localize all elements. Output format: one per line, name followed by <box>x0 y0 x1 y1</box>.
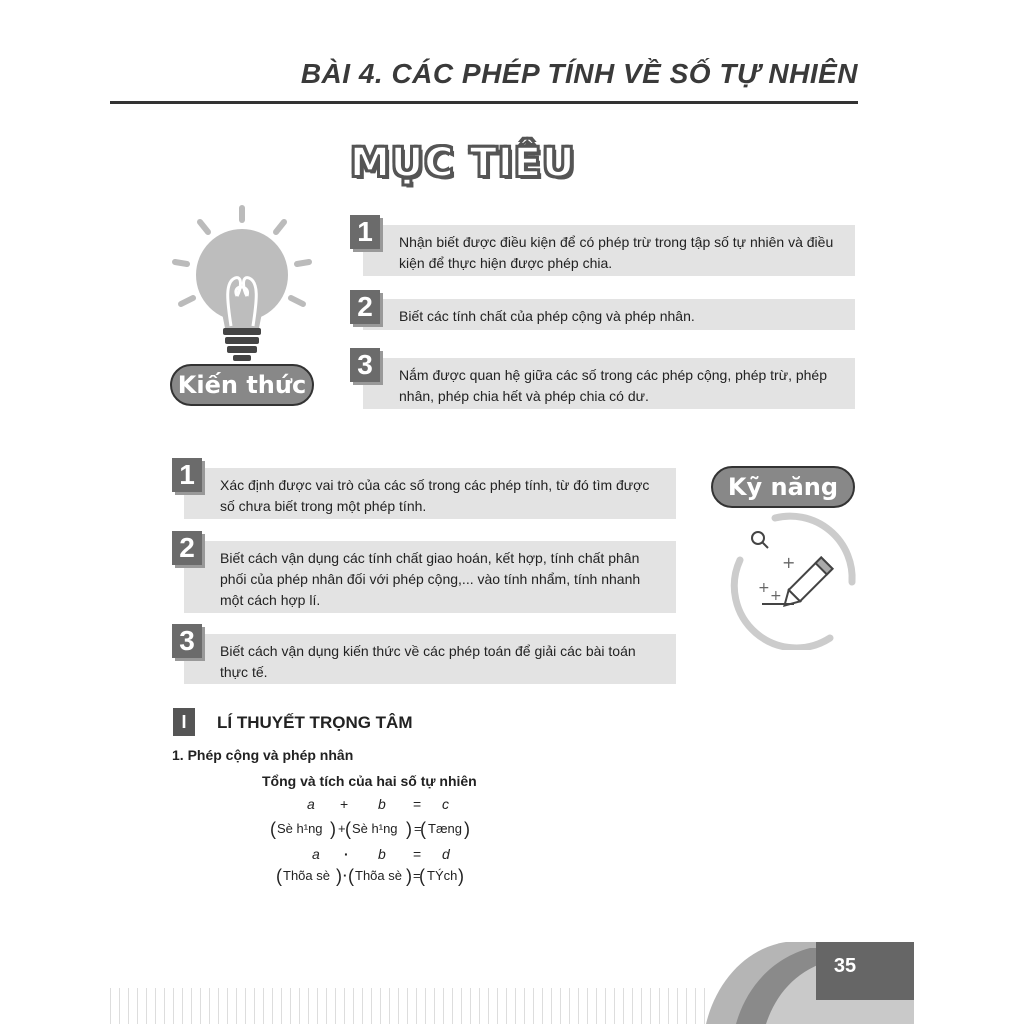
paren: ) <box>406 866 412 886</box>
svg-text:+: + <box>782 553 796 572</box>
paren: ) <box>336 866 342 886</box>
add-op: + <box>340 796 349 812</box>
skill-number-1: 1 <box>172 458 202 492</box>
paren: ) <box>458 866 464 886</box>
footer-lines <box>110 988 710 1024</box>
chapter-title: BÀI 4. CÁC PHÉP TÍNH VỀ SỐ TỰ NHIÊN <box>300 58 858 89</box>
section-number: I <box>173 708 195 736</box>
paren: ) <box>330 819 336 839</box>
add-label-3: Tæng <box>428 821 462 836</box>
paren: ( <box>270 819 276 839</box>
paren: ( <box>276 866 282 886</box>
formula-title: Tổng và tích của hai số tự nhiên <box>262 773 477 789</box>
add-eq: = <box>413 796 422 812</box>
knowledge-item-1: Nhận biết được điều kiện để có phép trừ trong tập số tự nhiên và điều kiện để thực hiện được phép chia. <box>363 225 855 276</box>
dot-sign: · <box>343 868 348 883</box>
page-number: 35 <box>833 955 857 977</box>
mul-label-2: Thõa sè <box>355 868 402 883</box>
paren: ( <box>348 866 354 886</box>
subsection-title: 1. Phép cộng và phép nhân <box>172 747 354 763</box>
lightbulb-icon <box>165 200 315 370</box>
skill-item-2: Biết cách vận dụng các tính chất giao hoán, kết hợp, tính chất phân phối của phép nhân đối với phép cộng,... vào tính nhẩm, tính nhanh một cách hợp lí. <box>184 541 676 613</box>
equals-sign: = <box>413 868 421 883</box>
skills-label: Kỹ năng <box>711 466 855 508</box>
add-label-2: Sè h¹ng <box>352 821 398 836</box>
skill-number-2: 2 <box>172 531 202 565</box>
pencil-icon <box>720 510 860 650</box>
paren: ) <box>464 819 470 839</box>
paren: ( <box>419 866 425 886</box>
add-a: a <box>307 796 315 812</box>
footer-band <box>706 942 914 1024</box>
skill-number-3: 3 <box>172 624 202 658</box>
plus-sign: + <box>338 821 346 836</box>
knowledge-item-3: Nắm được quan hệ giữa các số trong các phép cộng, phép trừ, phép nhân, phép chia hết và phép chia có dư. <box>363 358 855 409</box>
knowledge-number-1: 1 <box>350 215 380 249</box>
knowledge-number-3: 3 <box>350 348 380 382</box>
add-c: c <box>442 796 449 812</box>
add-b: b <box>378 796 386 812</box>
knowledge-item-2: Biết các tính chất của phép cộng và phép nhân. <box>363 299 855 330</box>
mul-label-1: Thõa sè <box>283 868 330 883</box>
section-title: LÍ THUYẾT TRỌNG TÂM <box>217 713 413 732</box>
equals-sign: = <box>414 821 422 836</box>
mul-eq: = <box>413 846 422 862</box>
knowledge-label: Kiến thức <box>170 364 314 406</box>
objectives-heading: MỤC TIÊU <box>350 140 576 186</box>
paren: ) <box>406 819 412 839</box>
mul-a: a <box>312 846 320 862</box>
paren: ( <box>345 819 351 839</box>
magnifier-icon <box>752 532 768 548</box>
paren: ( <box>420 819 426 839</box>
svg-text:+: + <box>770 588 782 604</box>
skill-item-1: Xác định được vai trò của các số trong các phép tính, từ đó tìm được số chưa biết trong một phép tính. <box>184 468 676 519</box>
mul-b: b <box>378 846 386 862</box>
mul-c: d <box>442 846 450 862</box>
add-label-1: Sè h¹ng <box>277 821 323 836</box>
title-rule <box>110 101 858 104</box>
knowledge-number-2: 2 <box>350 290 380 324</box>
skill-item-3: Biết cách vận dụng kiến thức về các phép toán để giải các bài toán thực tế. <box>184 634 676 684</box>
svg-text:+: + <box>758 580 770 596</box>
mul-op: · <box>344 846 349 862</box>
mul-label-3: TÝch <box>427 868 458 883</box>
